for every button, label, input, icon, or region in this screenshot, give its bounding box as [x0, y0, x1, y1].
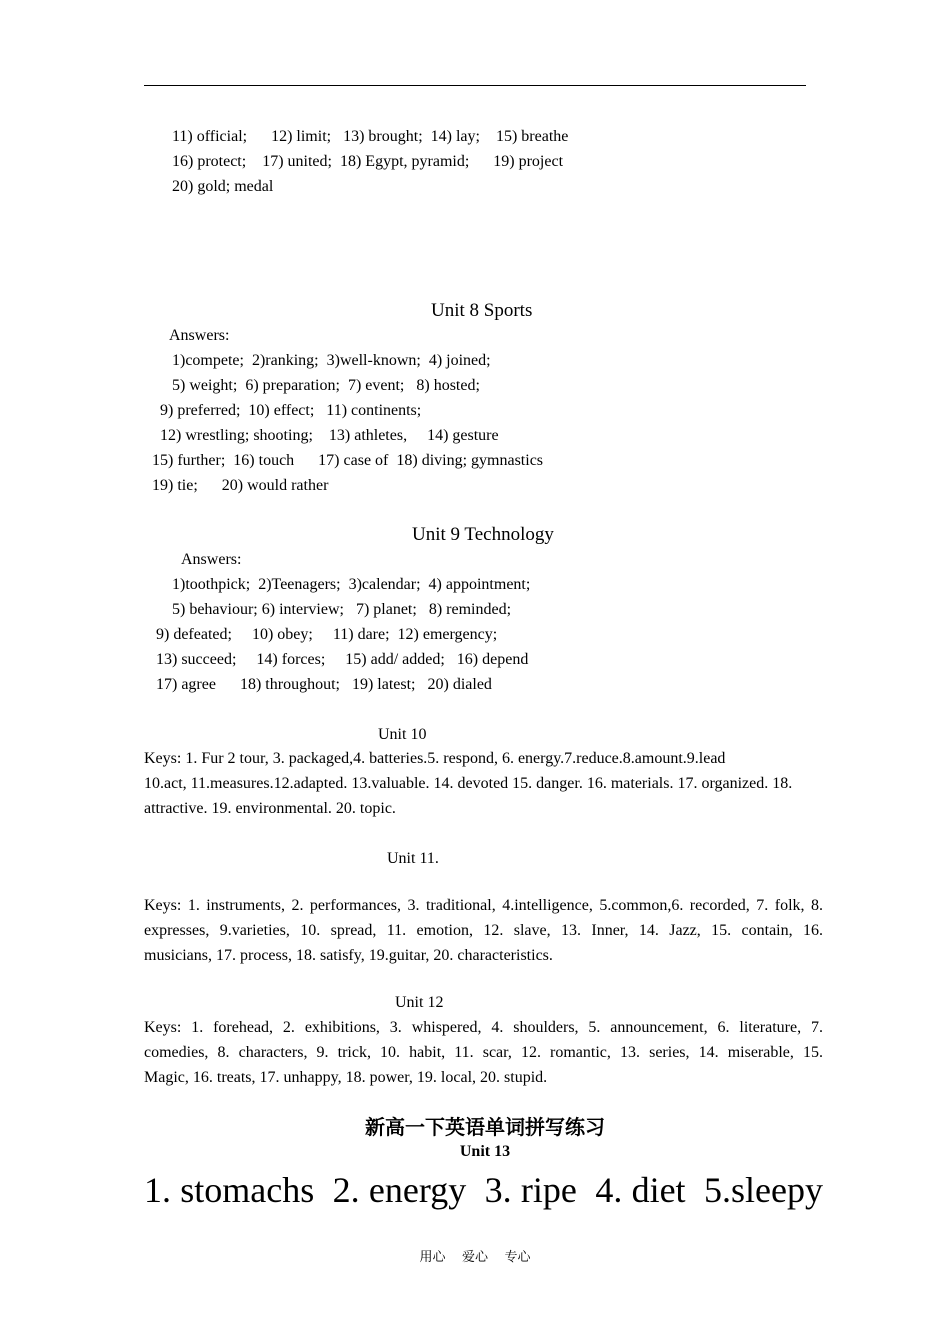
unit9-title: Unit 9 Technology — [412, 524, 554, 545]
unit11-keys-line-1: Keys: 1. instruments, 2. performances, 3. traditional, 4.intelligence, 5.common,6. recorded, 7. folk, 8. — [144, 897, 823, 914]
unit12-title: Unit 12 — [395, 994, 444, 1011]
unit8-line-5: 15) further; 16) touch 17) case of 18) diving; gymnastics — [152, 452, 544, 469]
unit9-line-1: 1)toothpick; 2)Teenagers; 3)calendar; 4) appointment; — [172, 576, 531, 593]
top-list-line-2: 16) protect; 17) united; 18) Egypt, pyramid; 19) project — [172, 153, 564, 170]
unit12-keys-line-1: Keys: 1. forehead, 2. exhibitions, 3. whispered, 4. shoulders, 5. announcement, 6. literature, 7. — [144, 1019, 823, 1036]
unit13-answers: 1. stomachs 2. energy 3. ripe 4. diet 5.sleepy — [144, 1170, 823, 1210]
unit11-keys-line-3: musicians, 17. process, 18. satisfy, 19.guitar, 20. characteristics. — [144, 947, 553, 964]
section-title: 新高一下英语单词拼写练习 — [365, 1115, 605, 1139]
unit8-answers-label: Answers: — [169, 327, 230, 344]
unit10-keys-line-2: 10.act, 11.measures.12.adapted. 13.valuable. 14. devoted 15. danger. 16. materials. 17. organized. 18. — [144, 775, 793, 792]
unit12-keys-line-2: comedies, 8. characters, 9. trick, 10. habit, 11. scar, 12. romantic, 13. series, 14. miserable, 15. — [144, 1044, 823, 1061]
unit8-line-4: 12) wrestling; shooting; 13) athletes, 14) gesture — [160, 427, 499, 444]
unit10-keys-line-3: attractive. 19. environmental. 20. topic. — [144, 800, 396, 817]
unit8-line-3: 9) preferred; 10) effect; 11) continents; — [160, 402, 422, 419]
unit9-answers-label: Answers: — [181, 551, 242, 568]
unit8-line-1: 1)compete; 2)ranking; 3)well-known; 4) joined; — [172, 352, 491, 369]
page-footer: 用心 爱心 专心 — [419, 1250, 531, 1265]
unit13-title: Unit 13 — [459, 1143, 511, 1160]
unit10-keys-line-1: Keys: 1. Fur 2 tour, 3. packaged,4. batteries.5. respond, 6. energy.7.reduce.8.amount.9.lead — [144, 750, 726, 767]
unit9-line-4: 13) succeed; 14) forces; 15) add/ added; 16) depend — [156, 651, 529, 668]
unit9-line-3: 9) defeated; 10) obey; 11) dare; 12) emergency; — [156, 626, 498, 643]
unit9-line-5: 17) agree 18) throughout; 19) latest; 20) dialed — [156, 676, 492, 693]
unit11-keys — [144, 893, 823, 968]
unit10-keys — [144, 746, 823, 821]
unit12-keys-line-3: Magic, 16. treats, 17. unhappy, 18. power, 19. local, 20. stupid. — [144, 1069, 548, 1086]
unit9-line-2: 5) behaviour; 6) interview; 7) planet; 8) reminded; — [172, 601, 512, 618]
top-list-line-3: 20) gold; medal — [172, 178, 274, 195]
unit10-title: Unit 10 — [378, 726, 427, 743]
unit8-title: Unit 8 Sports — [431, 300, 533, 321]
unit11-title: Unit 11. — [387, 850, 439, 867]
unit12-keys — [144, 1015, 823, 1090]
unit8-line-2: 5) weight; 6) preparation; 7) event; 8) hosted; — [172, 377, 480, 394]
unit8-line-6: 19) tie; 20) would rather — [152, 477, 329, 494]
header-rule — [144, 85, 806, 86]
unit11-keys-line-2: expresses, 9.varieties, 10. spread, 11. emotion, 12. slave, 13. Inner, 14. Jazz, 15. contain, 16. — [144, 922, 823, 939]
top-list-line-1: 11) official; 12) limit; 13) brought; 14) lay; 15) breathe — [172, 128, 569, 145]
